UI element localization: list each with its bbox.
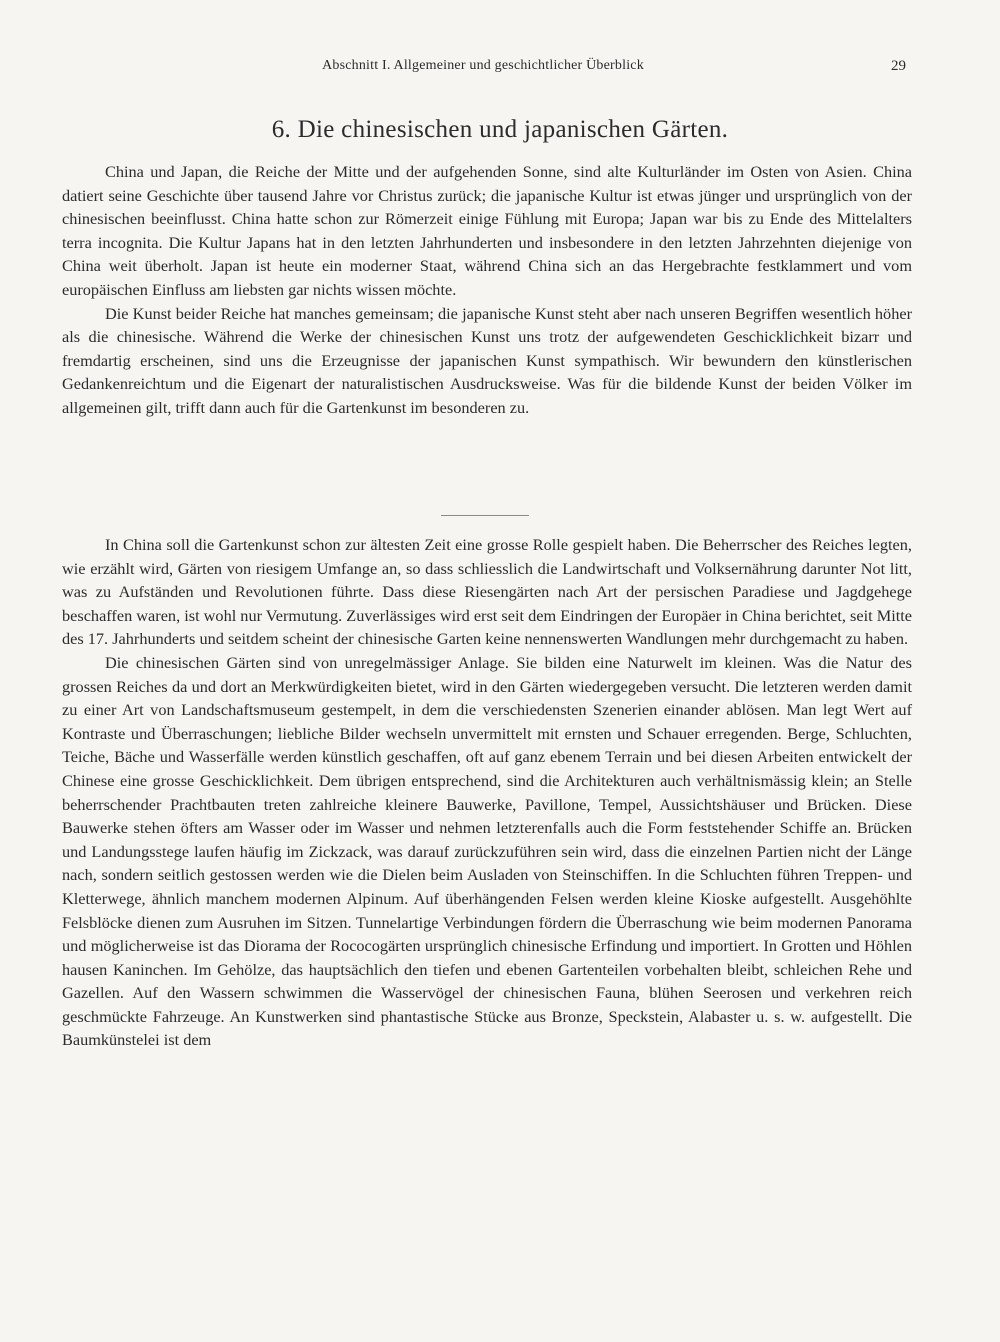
running-title: Abschnitt I. Allgemeiner und geschichtlicher Überblick <box>322 58 644 73</box>
paragraph: China und Japan, die Reiche der Mitte und der aufgehenden Sonne, sind alte Kulturländer im Osten von Asien. China datiert seine Geschichte über tausend Jahre vor Christus zurück; die japanische Kultur ist etwas jünger und ursprünglich von der chinesischen beeinflusst. China hatte schon zur Römerzeit einige Fühlung mit Europa; Japan war bis zu Ende des Mittelalters terra incognita. Die Kultur Japans hat in den letzten Jahrhunderten und insbesondere in den letzten Jahrzehnten diejenige von China weit überholt. Japan ist heute ein moderner Staat, während China sich an das Hergebrachte festklammert und vom europäischen Einfluss am liebsten gar nichts wissen möchte. <box>62 162 912 299</box>
paragraph: In China soll die Gartenkunst schon zur ältesten Zeit eine grosse Rolle gespielt haben. Die Beherrscher des Reiches legten, wie erzählt wird, Gärten von riesigem Umfange an, so dass schliesslich die Landwirtschaft und Volksernährung darunter Not litt, was zu Aufständen und Revolutionen führte. Dass diese Riesengärten nach Art der persischen Paradiese und Jagdgehege beschaffen waren, ist wohl nur Vermutung. Zuverlässiges wird erst seit dem Eindringen der Europäer in China berichtet, seit Mitte des 17. Jahrhunderts und seitdem scheint der chinesische Garten keine nennenswerten Wandlungen mehr durchgemacht zu haben. <box>62 535 912 649</box>
running-head <box>0 58 1000 78</box>
paragraph: Die Kunst beider Reiche hat manches gemeinsam; die japanische Kunst steht aber nach unseren Begriffen wesentlich höher als die chinesische. Während die Werke der chinesischen Kunst uns trotz der aufgewendeten Geschicklichkeit bizarr und fremdartig erscheinen, sind uns die Erzeugnisse der japanischen Kunst sympathisch. Wir bewundern den künstlerischen Gedankenreichtum und die Eigenart der naturalistischen Ausdrucksweise. Was für die bildende Kunst der beiden Völker im allgemeinen gilt, trifft dann auch für die Gartenkunst im besonderen zu. <box>62 303 912 417</box>
chapter-title: 6. Die chinesischen und japanischen Gärten. <box>271 116 729 143</box>
china-section <box>62 533 912 1052</box>
section-divider <box>441 515 529 516</box>
paragraph: Die chinesischen Gärten sind von unregelmässiger Anlage. Sie bilden eine Naturwelt im kleinen. Was die Natur des grossen Reiches da und dort an Merkwürdigkeiten bietet, wird in den Gärten wiedergegeben versucht. Die letzteren werden damit zu einer Art von Landschaftsmuseum gestempelt, in dem die verschiedensten Szenerien einander ablösen. Man legt Wert auf Kontraste und Überraschungen; liebliche Bilder wechseln unvermittelt mit ernsten und Schauer erregenden. Berge, Schluchten, Teiche, Bäche und Wasserfälle werden künstlich geschaffen, oft auf ganz ebenem Terrain und bei diesen Arbeiten entwickelt der Chinese eine grosse Geschicklichkeit. Dem übrigen entsprechend, sind die Architekturen auch verhältnismässig klein; an Stelle beherrschender Prachtbauten treten zahlreiche kleinere Bauwerke, Pavillone, Tempel, Aussichtshäuser und Brücken. Diese Bauwerke stehen öfters am Wasser oder im Wasser und nehmen letzterenfalls auch die Form feststehender Schiffe an. Brücken und Landungsstege laufen häufig im Zickzack, was darauf zurückzuführen sein wird, dass die einzelnen Partien nicht der Länge nach, sondern seitlich gestossen werden wie die Dielen beim Ausladen von Steinschiffen. In die Schluchten führen Treppen- und Kletterwege, ähnlich manchem modernen Alpinum. Auf überhängenden Felsen werden kleine Kioske aufgestellt. Ausgehöhlte Felsblöcke dienen zum Ausruhen im Sitzen. Tunnelartige Verbindungen fördern die Überraschung wie beim modernen Panorama und möglicherweise ist das Diorama der Rococogärten ursprünglich chinesische Erfindung und importiert. In Grotten und Höhlen hausen Kaninchen. Im Gehölze, das hauptsächlich den tiefen und ebenen Gartenteilen vorbehalten bleibt, schleichen Rehe und Gazellen. Auf den Wassern schwimmen die Wasservögel der chinesischen Fauna, blühen Seerosen und verkehren reich geschmückte Fahrzeuge. An Kunstwerken sind phantastische Stücke aus Bronze, Speckstein, Alabaster u. s. w. aufgestellt. Die Baumkünstelei ist dem <box>62 652 912 1050</box>
intro-section <box>62 160 912 420</box>
page-number: 29 <box>891 58 906 74</box>
